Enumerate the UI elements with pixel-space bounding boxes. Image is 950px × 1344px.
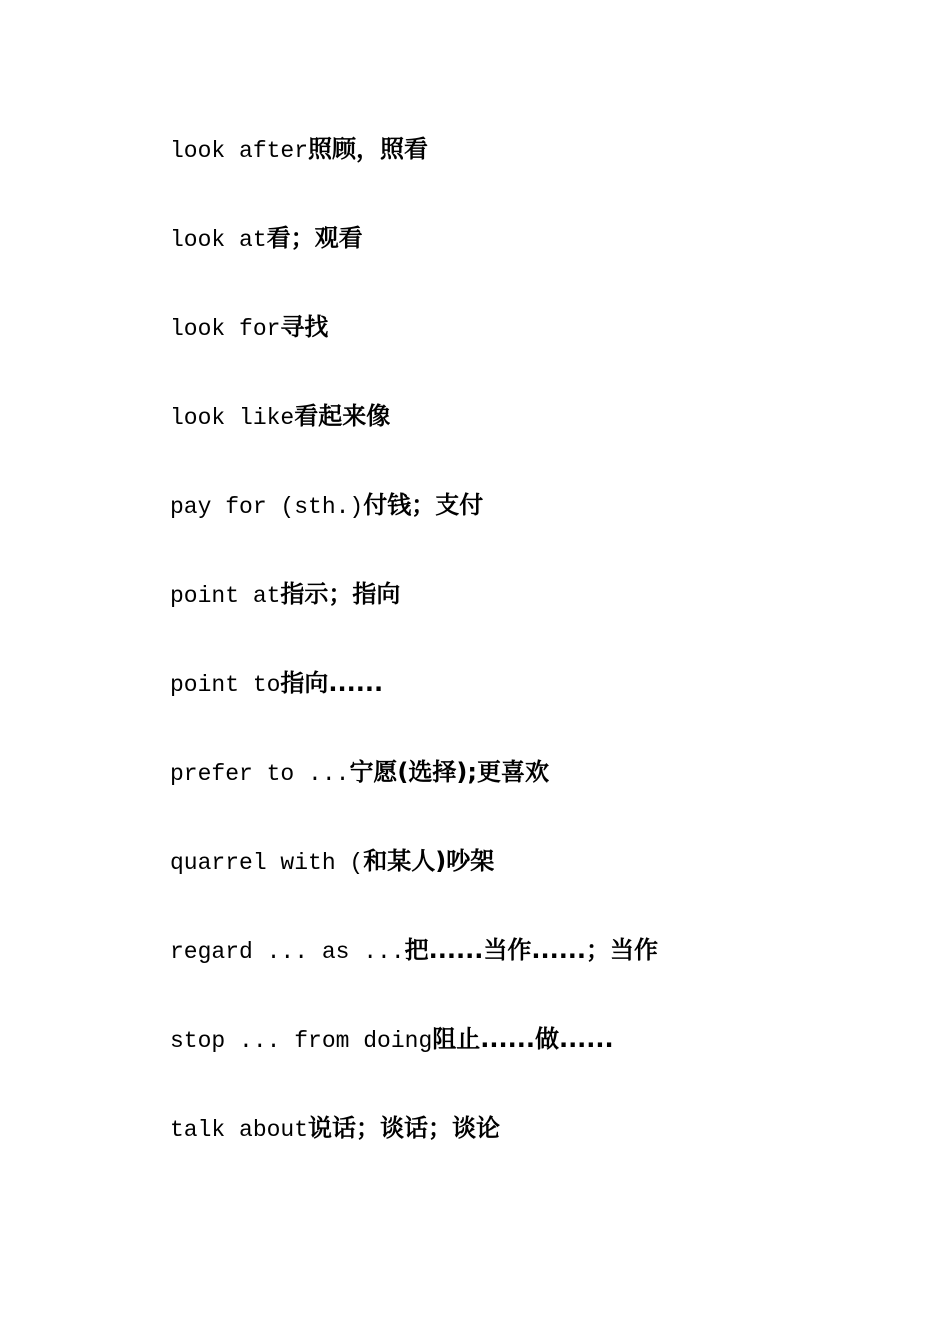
phrase-english: quarrel with ( bbox=[170, 850, 364, 876]
phrase-entry bbox=[170, 578, 400, 610]
phrase-english: point to bbox=[170, 672, 281, 698]
phrase-english: look after bbox=[170, 138, 309, 164]
phrase-english: regard ... as ... bbox=[170, 939, 405, 965]
phrase-entry bbox=[170, 934, 658, 966]
phrase-chinese: 指向...... bbox=[280, 669, 384, 697]
phrase-english: prefer to ... bbox=[170, 761, 350, 787]
phrase-entry bbox=[170, 1023, 614, 1055]
phrase-entry bbox=[170, 133, 428, 165]
phrase-english: look like bbox=[170, 405, 295, 431]
phrase-english: stop ... from doing bbox=[170, 1028, 433, 1054]
phrase-chinese: 寻找 bbox=[280, 313, 329, 341]
phrase-chinese: 照顾，照看 bbox=[308, 135, 429, 163]
phrase-chinese: 宁愿(选择);更喜欢 bbox=[349, 758, 549, 786]
phrase-entry bbox=[170, 489, 483, 521]
phrase-english: point at bbox=[170, 583, 281, 609]
phrase-english: talk about bbox=[170, 1117, 309, 1143]
phrase-entry bbox=[170, 756, 549, 788]
phrase-entry bbox=[170, 667, 383, 699]
phrase-english: pay for (sth.) bbox=[170, 494, 364, 520]
phrase-english: look for bbox=[170, 316, 281, 342]
phrase-entry bbox=[170, 222, 363, 254]
phrase-entry bbox=[170, 1112, 500, 1144]
phrase-chinese: 看起来像 bbox=[294, 402, 391, 430]
phrase-entry bbox=[170, 845, 494, 877]
phrase-chinese: 阻止......做...... bbox=[432, 1025, 614, 1053]
phrase-chinese: 付钱；支付 bbox=[363, 491, 484, 519]
phrase-entry bbox=[170, 400, 390, 432]
phrase-english: look at bbox=[170, 227, 267, 253]
phrase-chinese: 把......当作......；当作 bbox=[404, 936, 659, 964]
phrase-chinese: 说话；谈话；谈论 bbox=[308, 1114, 501, 1142]
phrase-chinese: 指示；指向 bbox=[280, 580, 401, 608]
phrase-chinese: 看；观看 bbox=[266, 224, 363, 252]
phrase-chinese: 和某人)吵架 bbox=[363, 847, 495, 875]
phrase-entry bbox=[170, 311, 328, 343]
